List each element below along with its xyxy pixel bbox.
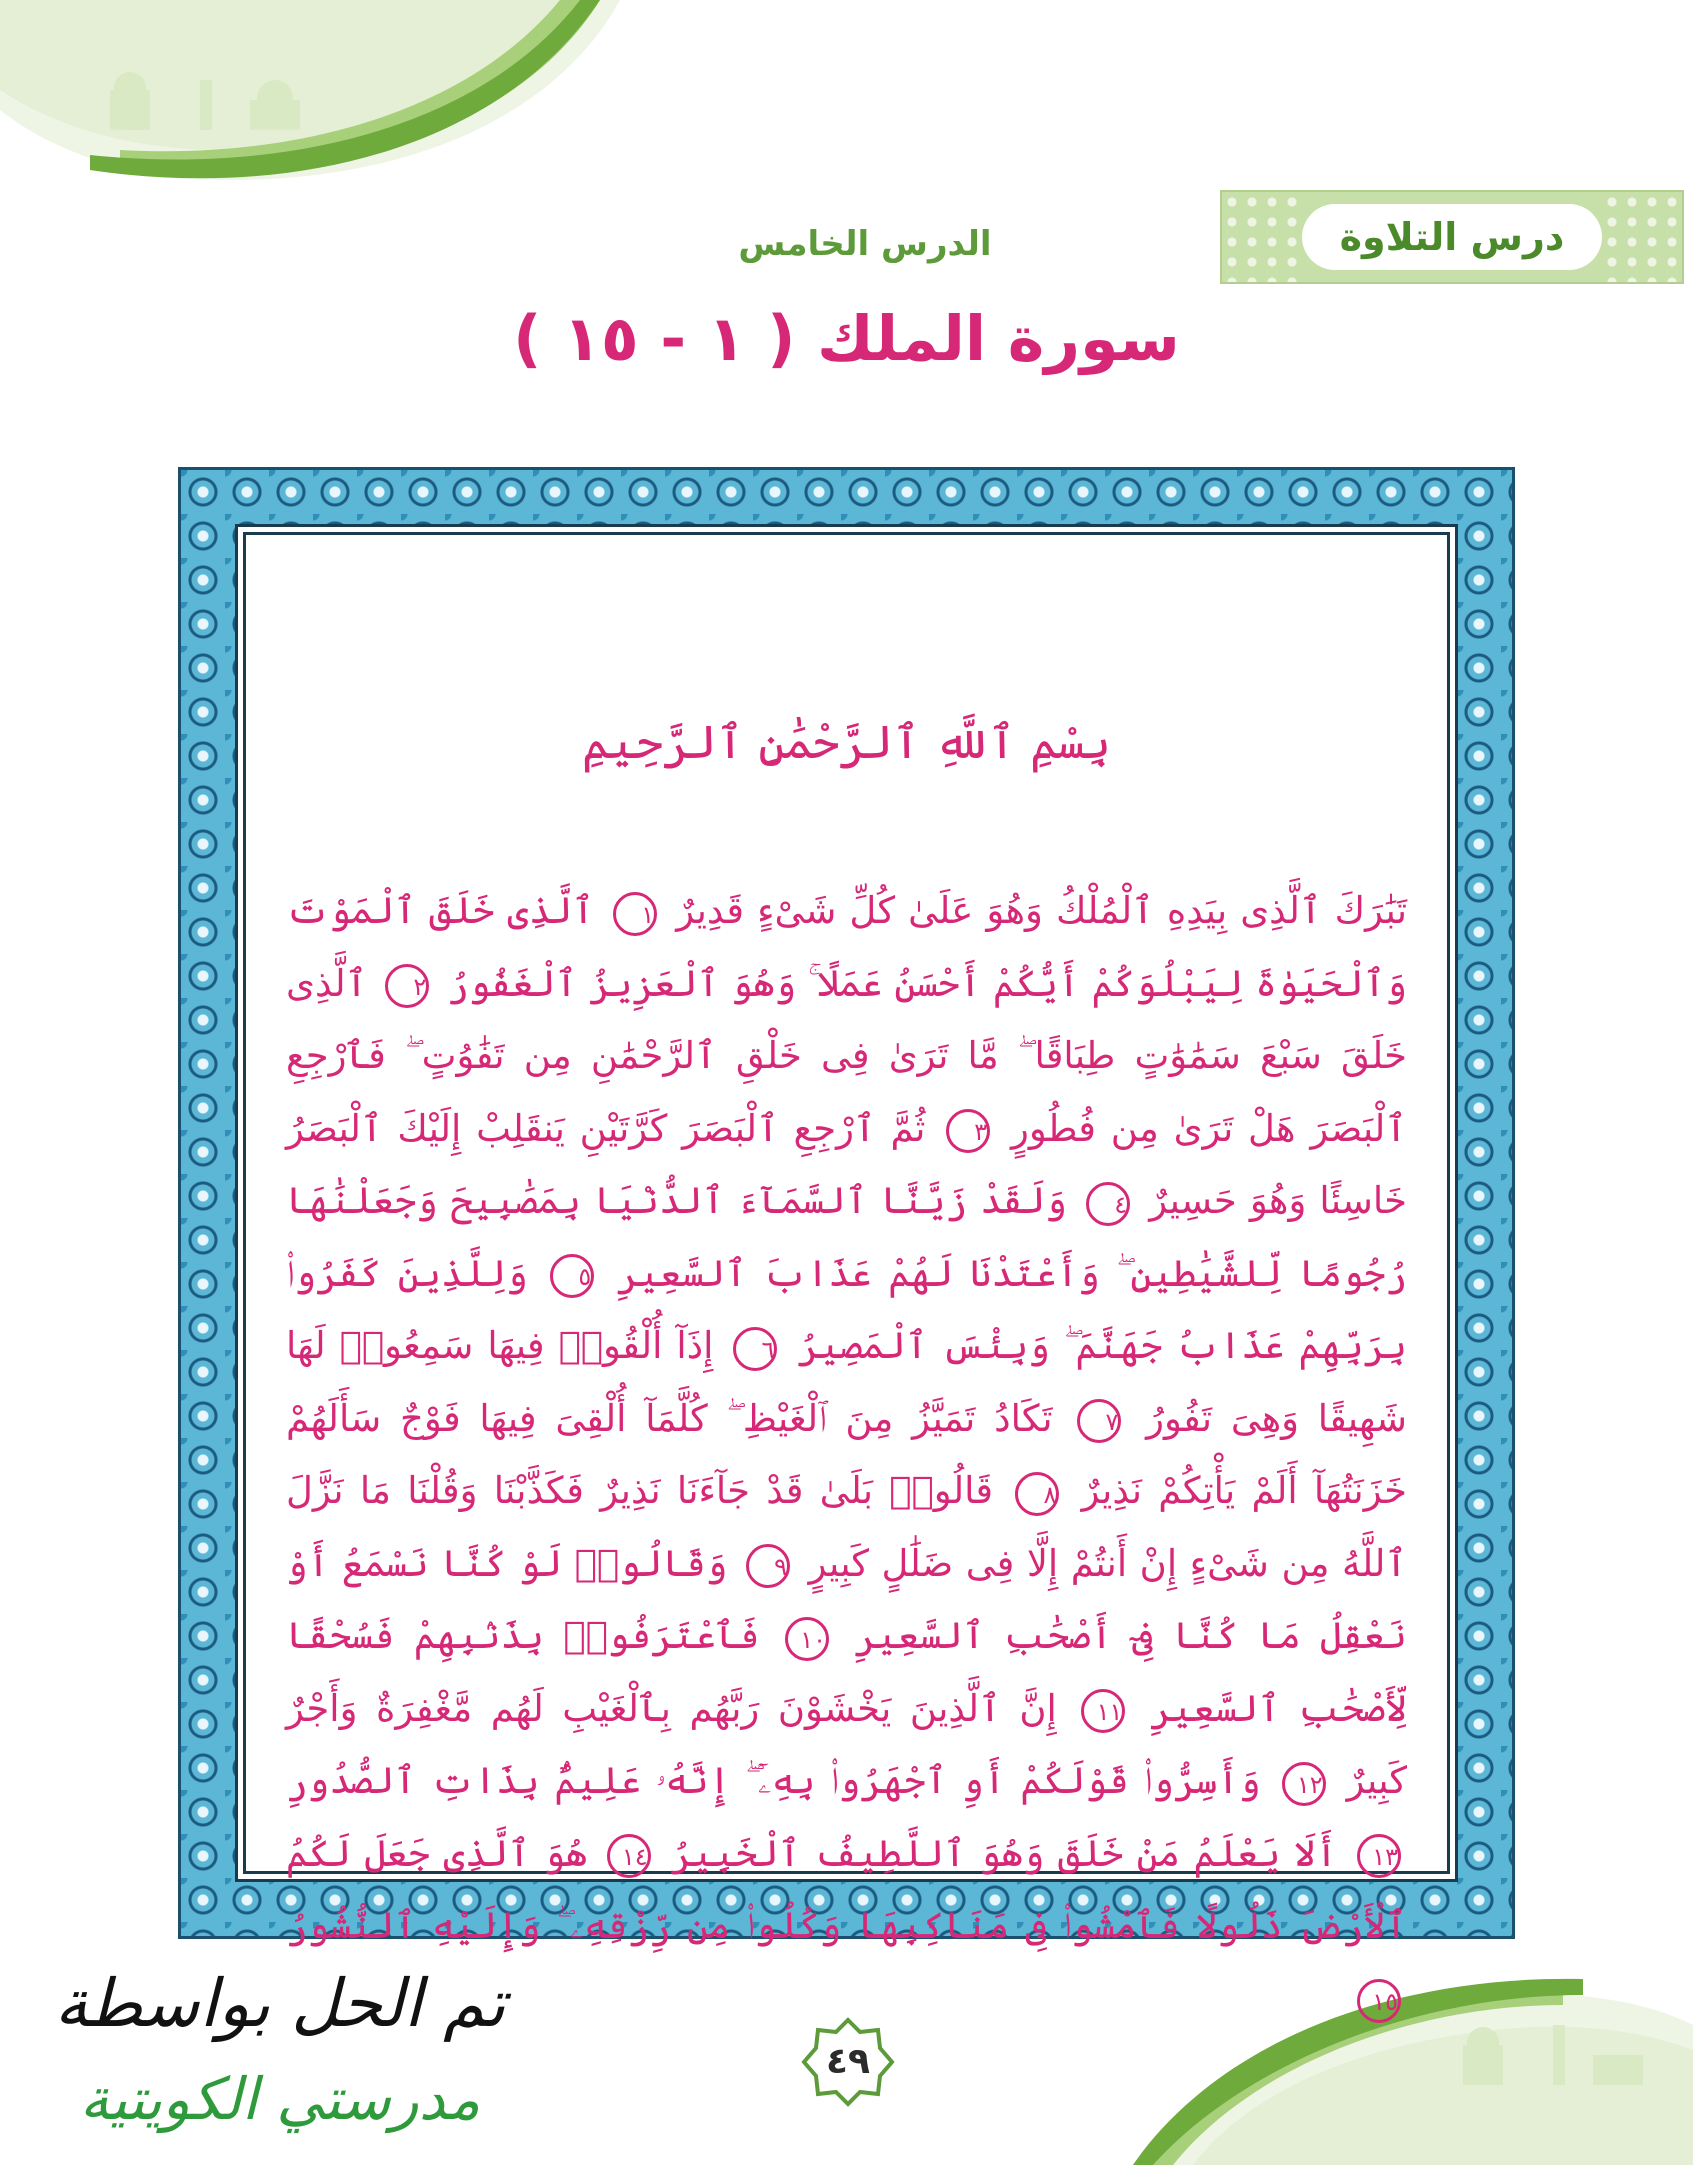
verses-block bbox=[286, 875, 1407, 2035]
verse-number-marker: ١٠ bbox=[785, 1617, 829, 1661]
verse-number-marker: ٢ bbox=[385, 964, 429, 1008]
lesson-number: الدرس الخامس bbox=[738, 224, 992, 264]
verse-text: وَأَسِرُّوا۟ قَوْلَكُمْ أَوِ ٱجْهَرُوا۟ بِهِۦٓ ۖ إِنَّهُۥ عَلِيمٌۢ بِذَاتِ ٱلصُّدُورِ bbox=[286, 1759, 1261, 1802]
lesson-type-badge bbox=[1220, 190, 1684, 284]
verse-number-marker: ١٣ bbox=[1357, 1834, 1401, 1878]
badge-label: درس التلاوة bbox=[1339, 215, 1565, 259]
verse-number-marker: ٥ bbox=[550, 1254, 594, 1298]
verse-text: إِذَآ أُلْقُوا۟ فِيهَا سَمِعُوا۟ لَهَا شَهِيقًا وَهِىَ تَفُورُ bbox=[286, 1324, 1408, 1440]
verse-text: هُوَ ٱلَّذِى جَعَلَ لَكُمُ ٱلْأَرْضَ ذَلُولًا فَٱمْشُوا۟ فِى مَنَاكِبِهَا وَكُلُوا۟ مِن رِّزْقِهِۦ ۖ وَإِلَيْهِ ٱلنُّشُورُ bbox=[286, 1831, 1407, 1947]
watermark bbox=[10, 1965, 530, 2165]
verse-number-marker: ١٢ bbox=[1282, 1762, 1326, 1806]
verse-number-marker: ١٤ bbox=[607, 1834, 651, 1878]
page-number: ٤٩ bbox=[826, 2041, 870, 2082]
verse-text: تَكَادُ تَمَيَّزُ مِنَ ٱلْغَيْظِ ۖ كُلَّمَآ أُلْقِىَ فِيهَا فَوْجٌ سَأَلَهُمْ خَزَنَتُهَآ أَلَمْ يَأْتِكُمْ نَذِيرٌ bbox=[286, 1396, 1407, 1512]
verse-text: تَبَٰرَكَ ٱلَّذِى بِيَدِهِ ٱلْمُلْكُ وَهُوَ عَلَىٰ كُلِّ شَىْءٍ قَدِيرٌ bbox=[676, 889, 1408, 932]
basmala: بِسْمِ ٱللَّهِ ٱلرَّحْمَٰنِ ٱلرَّحِيمِ bbox=[581, 715, 1112, 769]
verse-number-marker: ٧ bbox=[1077, 1399, 1121, 1443]
verse-number-marker: ٣ bbox=[946, 1109, 990, 1153]
corner-decoration-top bbox=[0, 0, 620, 200]
ornamental-frame bbox=[178, 467, 1515, 2016]
mushaf-page bbox=[243, 532, 1450, 2016]
verse-text: وَلَقَدْ زَيَّنَّا ٱلسَّمَآءَ ٱلدُّنْيَا بِمَصَٰبِيحَ وَجَعَلْنَٰهَا رُجُومًا لِّلشَّيَٰطِينِ ۖ وَأَعْتَدْنَا لَهُمْ عَذَابَ ٱلسَّعِيرِ bbox=[286, 1179, 1408, 1295]
verse-number-marker: ١١ bbox=[1081, 1689, 1125, 1733]
verse-number-marker: ٦ bbox=[733, 1327, 777, 1371]
verse-number-marker: ٨ bbox=[1015, 1472, 1059, 1516]
verse-text: أَلَا يَعْلَمُ مَنْ خَلَقَ وَهُوَ ٱللَّطِيفُ ٱلْخَبِيرُ bbox=[670, 1831, 1338, 1875]
watermark-line1: تم الحل بواسطة bbox=[54, 1965, 506, 2042]
verse-text: وَلِلَّذِينَ كَفَرُوا۟ بِرَبِّهِمْ عَذَابُ جَهَنَّمَ ۖ وَبِئْسَ ٱلْمَصِيرُ bbox=[286, 1251, 1407, 1367]
verse-text: ثُمَّ ٱرْجِعِ ٱلْبَصَرَ كَرَّتَيْنِ يَنقَلِبْ إِلَيْكَ ٱلْبَصَرُ خَاسِئًا وَهُوَ حَسِيرٌ bbox=[286, 1106, 1408, 1222]
verse-text: إِنَّ ٱلَّذِينَ يَخْشَوْنَ رَبَّهُم بِٱلْغَيْبِ لَهُم مَّغْفِرَةٌ وَأَجْرٌ كَبِيرٌ bbox=[286, 1686, 1408, 1802]
verse-text: ٱلَّذِى خَلَقَ سَبْعَ سَمَٰوَٰتٍ طِبَاقًا ۖ مَّا تَرَىٰ فِى خَلْقِ ٱلرَّحْمَٰنِ مِن تَفَٰوُتٍ ۖ فَٱرْجِعِ ٱلْبَصَرَ هَلْ تَرَىٰ مِن فُطُورٍ bbox=[286, 961, 1407, 1150]
surah-title: سورة الملك ( ١ - ١٥ ) bbox=[513, 302, 1180, 375]
verse-text: فَٱعْتَرَفُوا۟ بِذَنۢبِهِمْ فَسُحْقًا لِّأَصْحَٰبِ ٱلسَّعِيرِ bbox=[286, 1614, 1408, 1730]
page-number-badge bbox=[800, 2016, 896, 2108]
verse-text: وَقَالُوا۟ لَوْ كُنَّا نَسْمَعُ أَوْ نَعْقِلُ مَا كُنَّا فِىٓ أَصْحَٰبِ ٱلسَّعِيرِ bbox=[286, 1541, 1407, 1657]
verse-text: ٱلَّذِى خَلَقَ ٱلْمَوْتَ وَٱلْحَيَوٰةَ لِيَبْلُوَكُمْ أَيُّكُمْ أَحْسَنُ عَمَلًا ۚ وَهُوَ ٱلْعَزِيزُ ٱلْغَفُورُ bbox=[286, 889, 1407, 1005]
verse-number-marker: ٤ bbox=[1086, 1182, 1130, 1226]
badge-label-box bbox=[1302, 204, 1602, 270]
watermark-line2: مدرستي الكويتية bbox=[79, 2065, 481, 2133]
verse-text: قَالُوا۟ بَلَىٰ قَدْ جَآءَنَا نَذِيرٌ فَكَذَّبْنَا وَقُلْنَا مَا نَزَّلَ ٱللَّهُ مِن شَىْءٍ إِنْ أَنتُمْ إِلَّا فِى ضَلَٰلٍ كَبِيرٍ bbox=[286, 1469, 1408, 1585]
badge-pattern-right bbox=[1602, 192, 1682, 282]
verse-number-marker: ١ bbox=[613, 892, 657, 936]
verse-number-marker: ١٥ bbox=[1357, 1979, 1401, 2023]
verse-number-marker: ٩ bbox=[746, 1544, 790, 1588]
badge-pattern-left bbox=[1222, 192, 1302, 282]
